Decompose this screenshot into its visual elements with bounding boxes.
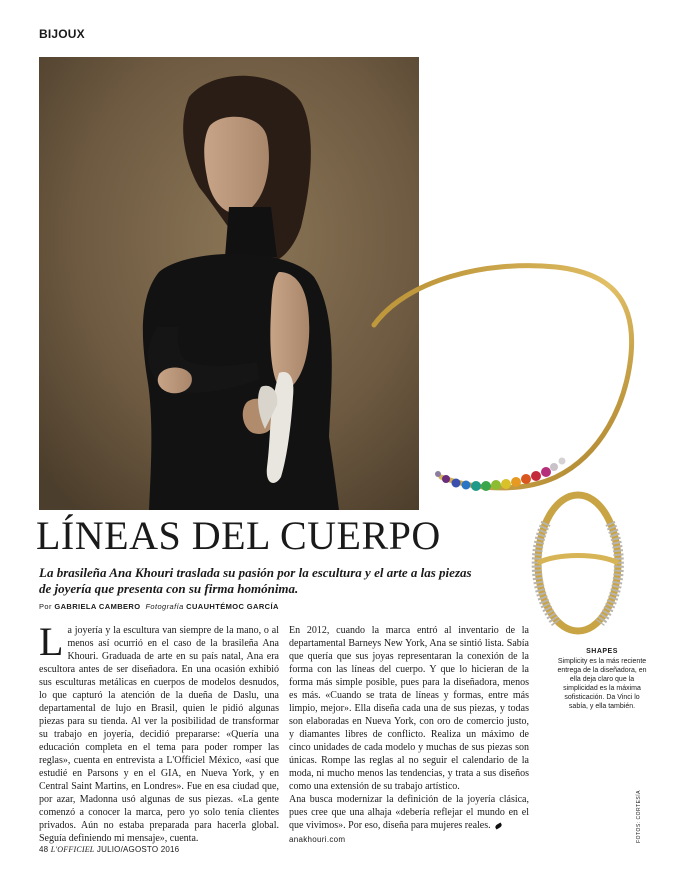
dropcap: L	[39, 619, 64, 664]
dek: La brasileña Ana Khouri traslada su pasión por la escultura y el arte a las piezas de joyería que presenta con su firma homónima.	[39, 565, 472, 596]
section-label: BIJOUX	[39, 27, 85, 41]
body-column-1	[39, 619, 279, 845]
caption-title: SHAPES	[586, 648, 618, 655]
caption-text: Simplicity es la más reciente entrega de la diseñadora, en ella deja claro que la simplicidad es la máxima sofisticación. Da Vinci lo sabía, y ella también.	[557, 658, 647, 710]
magazine-name: L'OFFICIEL	[50, 845, 95, 854]
issue-date: JULIO/AGOSTO 2016	[96, 845, 180, 854]
page-number: 48	[39, 845, 49, 854]
headline: LÍNEAS DEL CUERPO	[36, 513, 441, 558]
byline-photo-prefix: Fotografía	[145, 602, 184, 611]
page-footer	[39, 845, 179, 854]
necklace-image	[366, 255, 646, 505]
photo-credit: FOTOS: CORTESÍA	[636, 790, 642, 843]
website-link[interactable]: anakhouri.com	[289, 835, 346, 844]
body-column-2	[289, 624, 529, 846]
byline-author: GABRIELA CAMBERO	[54, 602, 141, 611]
body-text-1: a joyería y la escultura van siempre de la mano, o al menos así ocurrió en el caso de la brasileña Ana Khouri. Graduada de arte en su país natal, Ana era escultora antes de ser diseñadora. En una ocasión exhibió sus esculturas metálicas en cuerpos de modelos desnudos, lo que capturó la atención de la dueña de Daslu, una departamental de lujo en Brasil, quien le pidió algunas piezas para su tienda. Al ver la posibilidad de transformar su trabajo en joyería, decidió prepararse: «Quería una educación completa en el tema para poder romper las reglas», cuenta en entrevista a L'Officiel México, «así que estudié en Parsons y en el GIA, en Nueva York, y en Central Saint Martins, en Londres». Fue en esa ciudad que, por azar, Madonna usó algunas de sus piezas. «La gente comenzó a conocer la marca, pero yo solo tenía clientes privados. Aún no estaba preparada para hacerla global. Seguía definiendo mi mensaje», cuenta.	[39, 625, 279, 844]
byline-author-prefix: Por	[39, 602, 52, 611]
portrait-photo	[39, 57, 419, 510]
ring-image	[516, 483, 640, 643]
body-paragraph-2a: En 2012, cuando la marca entró al inventario de la departamental Barneys New York, Ana se sintió lista. Sabía que quería que sus joyas representaran la conexión de la forma con las líneas del cuerpo. Y que lo hicieran de la forma más simple posible, pues para la diseñadora, menos es más. «Cuando se trata de líneas y formas, entre más limpio, mejor». Ella diseña cada una de sus piezas, y todas son elaboradas en Nueva York, con oro de comercio justo, y diamantes libres de conflicto. Realiza un máximo de cinco unidades de cada modelo y muchas de sus piezas son únicas. Rompe las reglas al no seguir el calendario de la moda, ni mucho menos las tendencias, y trata a sus diseños como una extensión de su trabajo artístico.	[289, 625, 529, 792]
caption	[556, 647, 648, 711]
end-mark-icon	[494, 822, 502, 829]
byline-photographer: CUAUHTÉMOC GARCÍA	[186, 602, 279, 611]
byline	[39, 602, 279, 611]
body-paragraph-2b: Ana busca modernizar la definición de la joyería clásica, pues cree que una alhaja «debería reflejar el mundo en el que vivimos». Por eso, diseña para mujeres reales.	[289, 794, 529, 831]
